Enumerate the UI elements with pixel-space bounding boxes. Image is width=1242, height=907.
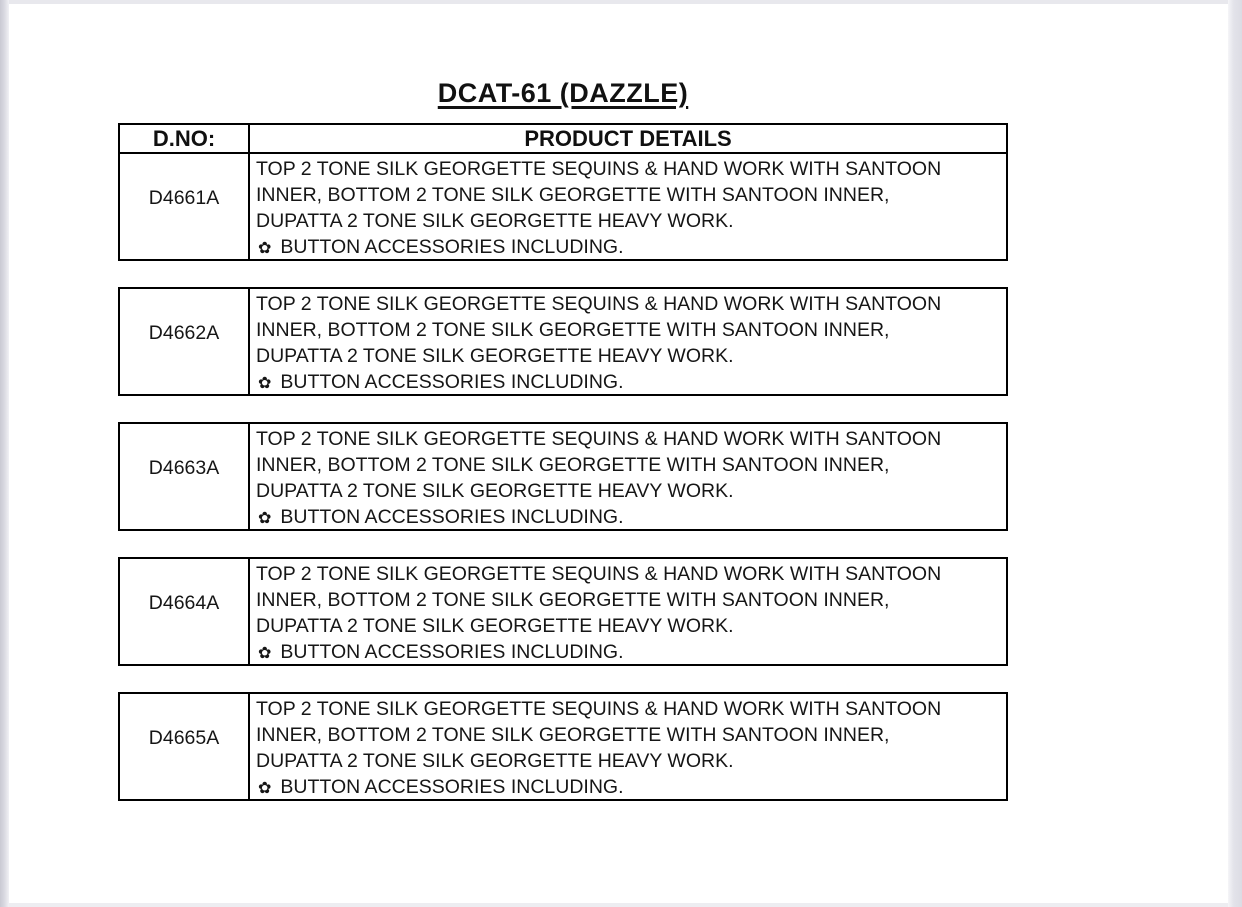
bullet-text: BUTTON ACCESSORIES INCLUDING. xyxy=(280,371,624,393)
product-table xyxy=(118,422,1008,531)
product-description: TOP 2 TONE SILK GEORGETTE SEQUINS & HAND WORK WITH SANTOON INNER, BOTTOM 2 TONE SILK GEORGETTE WITH SANTOON INNER, DUPATTA 2 TONE SILK GEORGETTE HEAVY WORK. xyxy=(256,698,942,772)
product-description: TOP 2 TONE SILK GEORGETTE SEQUINS & HAND WORK WITH SANTOON INNER, BOTTOM 2 TONE SILK GEORGETTE WITH SANTOON INNER, DUPATTA 2 TONE SILK GEORGETTE HEAVY WORK. xyxy=(256,428,942,502)
product-details-cell xyxy=(250,289,1006,394)
table-row xyxy=(120,154,1006,259)
bullet-text: BUTTON ACCESSORIES INCLUDING. xyxy=(280,236,624,258)
page-edge-bottom xyxy=(0,903,1242,907)
column-header-product-details: PRODUCT DETAILS xyxy=(524,125,732,151)
product-table xyxy=(118,123,1008,261)
page-content xyxy=(118,78,1008,801)
table-header-row xyxy=(120,125,1006,154)
page-title: DCAT-61 (DAZZLE) xyxy=(437,78,689,108)
bullet-text: BUTTON ACCESSORIES INCLUDING. xyxy=(280,506,624,528)
product-details-cell xyxy=(250,424,1006,529)
bullet-line xyxy=(256,369,1006,395)
design-number: D4665A xyxy=(120,694,250,799)
bullet-line xyxy=(256,639,1006,665)
product-description: TOP 2 TONE SILK GEORGETTE SEQUINS & HAND WORK WITH SANTOON INNER, BOTTOM 2 TONE SILK GEORGETTE WITH SANTOON INNER, DUPATTA 2 TONE SILK GEORGETTE HEAVY WORK. xyxy=(256,293,942,367)
table-row xyxy=(120,289,1006,394)
page-edge-top xyxy=(0,0,1242,4)
design-number: D4663A xyxy=(120,424,250,529)
bullet-line xyxy=(256,234,1006,260)
table-row xyxy=(120,559,1006,664)
black-florette-bullet-icon: ✿ xyxy=(258,238,272,257)
product-table xyxy=(118,692,1008,801)
bullet-text: BUTTON ACCESSORIES INCLUDING. xyxy=(280,641,624,663)
product-description: TOP 2 TONE SILK GEORGETTE SEQUINS & HAND WORK WITH SANTOON INNER, BOTTOM 2 TONE SILK GEORGETTE WITH SANTOON INNER, DUPATTA 2 TONE SILK GEORGETTE HEAVY WORK. xyxy=(256,563,942,637)
product-details-cell xyxy=(250,154,1006,259)
design-number: D4664A xyxy=(120,559,250,664)
product-details-cell xyxy=(250,559,1006,664)
black-florette-bullet-icon: ✿ xyxy=(258,778,272,797)
page-edge-right xyxy=(1228,0,1242,907)
design-number: D4661A xyxy=(120,154,250,259)
black-florette-bullet-icon: ✿ xyxy=(258,373,272,392)
bullet-line xyxy=(256,774,1006,800)
table-row xyxy=(120,694,1006,799)
product-description: TOP 2 TONE SILK GEORGETTE SEQUINS & HAND WORK WITH SANTOON INNER, BOTTOM 2 TONE SILK GEORGETTE WITH SANTOON INNER, DUPATTA 2 TONE SILK GEORGETTE HEAVY WORK. xyxy=(256,158,942,232)
product-table xyxy=(118,287,1008,396)
table-row xyxy=(120,424,1006,529)
bullet-line xyxy=(256,504,1006,530)
black-florette-bullet-icon: ✿ xyxy=(258,643,272,662)
bullet-text: BUTTON ACCESSORIES INCLUDING. xyxy=(280,776,624,798)
product-table xyxy=(118,557,1008,666)
design-number: D4662A xyxy=(120,289,250,394)
page-edge-left xyxy=(0,0,9,907)
black-florette-bullet-icon: ✿ xyxy=(258,508,272,527)
column-header-dno: D.NO: xyxy=(120,125,250,152)
product-details-cell xyxy=(250,694,1006,799)
